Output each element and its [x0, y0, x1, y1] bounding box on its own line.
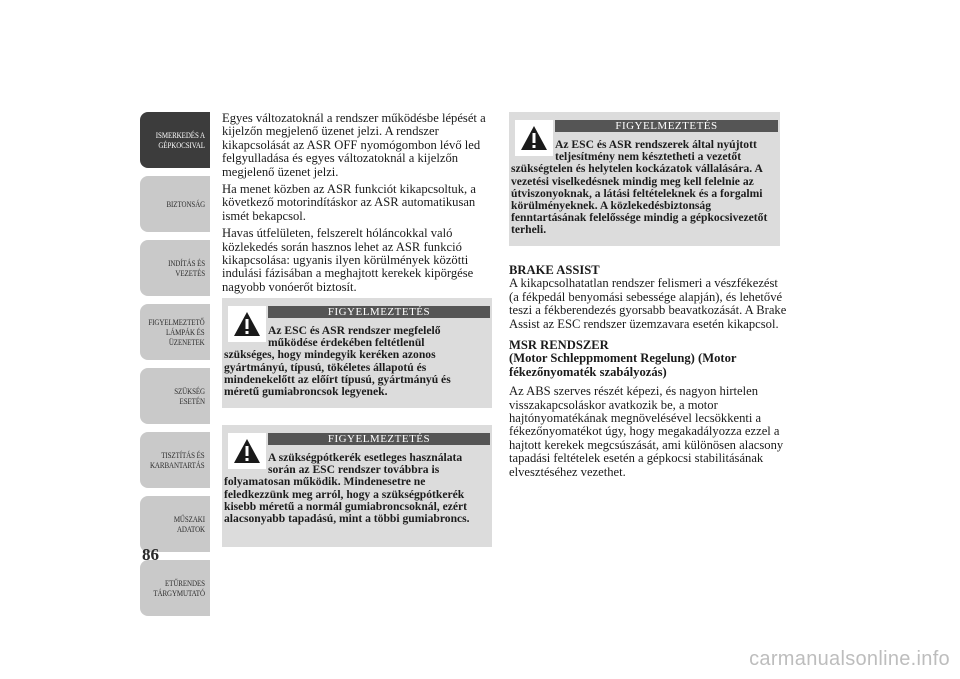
paragraph: Ha menet közben az ASR funkciót kikapcsoltuk, a következő motorindításkor az ASR automatikusan ismét bekapcsol. — [222, 182, 476, 223]
msr-heading: MSR RENDSZER — [509, 338, 609, 353]
tab-biztonsag[interactable]: BIZTONSÁG — [140, 176, 210, 232]
warning-box-tires — [222, 298, 492, 408]
watermark: carmanualsonline.info — [749, 648, 950, 670]
tab-inditas[interactable]: INDÍTÁS ÉS VEZETÉS — [140, 240, 210, 296]
warning-header: FIGYELMEZTETÉS — [268, 433, 490, 445]
warning-box-spare-wheel — [222, 425, 492, 547]
right-column — [509, 264, 789, 487]
tab-tisztitas[interactable]: TISZTÍTÁS ÉS KARBANTARTÁS — [140, 432, 210, 488]
tab-figyelmezteto[interactable]: FIGYELMEZTETŐ LÁMPÁK ÉS ÜZENETEK — [140, 304, 210, 360]
paragraph: Havas útfelületen, felszerelt hóláncokkal való közlekedés során hasznos lehet az ASR funkció kikapcsolása: ugyanis ilyen körülmények közötti indulási fázisában a meghajtott kerekek kipörgése nagyobb vonóerőt biztosít. — [222, 226, 474, 294]
warning-box-esc-asr — [509, 112, 780, 246]
page-number: 86 — [142, 545, 159, 564]
paragraph: Egyes változatoknál a rendszer működésbe lépését a kijelzőn megjelenő üzenet jelzi. A rendszer kikapcsolását az ASR OFF nyomógombon lévő led felgyulladása és egyes változatoknál a kijelzőn megjelenő üzenet jelzi. — [222, 111, 486, 179]
warning-text: Az ESC és ASR rendszer megfelelő működése érdekében feltétlenül szükséges, hogy mindegyik keréken azonos gyártmányú, típusú, tökéletes állapotú és mindenekelőtt az előírt típusú, gyártmányú és méretű gumiabroncsok legyenek. — [224, 324, 451, 399]
tab-szukseg[interactable]: SZÜKSÉG ESETÉN — [140, 368, 210, 424]
warning-text: A szükségpótkerék esetleges használata során az ESC rendszer továbbra is folyamatosan működik. Mindenesetre ne feledkezzünk meg arról, hogy a szükségpótkerék kisebb méretű a normál gumiabroncsoknál, ezért alacsonyabb tapadású, mint a többi gumiabroncs. — [224, 451, 470, 526]
msr-subheading: (Motor Schleppmoment Regelung) (Motor fékezőnyomaték szabályozás) — [509, 351, 737, 379]
warning-header: FIGYELMEZTETÉS — [555, 120, 778, 132]
tab-ismerkedes[interactable]: ISMERKEDÉS A GÉPKOCSIVAL — [140, 112, 210, 168]
warning-header: FIGYELMEZTETÉS — [268, 306, 490, 318]
tab-muszaki[interactable]: MŰSZAKI ADATOK — [140, 496, 210, 552]
brake-assist-heading: BRAKE ASSIST — [509, 263, 600, 277]
brake-assist-text: A kikapcsolhatatlan rendszer felismeri a vészfékezést (a fékpedál benyomási sebessége alapján), és lehetővé teszi a fékberendezés gyorsabb beavatkozását. A Brake Assist az ESC rendszer üzemzavara esetén kikapcsol. — [509, 276, 787, 331]
tab-targymutato[interactable]: ETŰRENDES TÁRGYMUTATÓ — [140, 560, 210, 616]
msr-text: Az ABS szerves részét képezi, és nagyon hirtelen visszakapcsoláskor avatkozik be, a motor hajtónyomatékának megnövelésével lecsökkenti a fékezőnyomatékot úgy, hogy megakadályozza ezzel a hajtott kerekek megcsúszását, ami különösen alacsony tapadási feltételek esetén a gépkocsi stabilitásának elvesztéséhez vezethet. — [509, 384, 784, 479]
left-column — [222, 112, 494, 298]
warning-text: Az ESC és ASR rendszerek által nyújtott teljesítmény nem késztetheti a vezetőt szükségtelen és helytelen kockázatok vállalására. A vezetési viselkedésnek mindig meg kell felelnie az útviszonyoknak, a látási feltételeknek és a forgalmi körülményeknek. A közlekedésbiztonság fenntartásának felelőssége mindig a gépkocsivezetőt terheli. — [511, 138, 768, 237]
